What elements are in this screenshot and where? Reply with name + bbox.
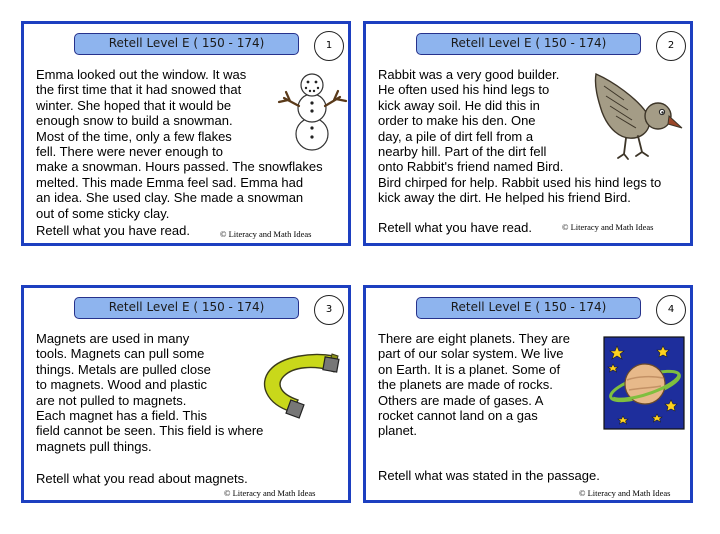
passage-line: Rabbit was a very good builder.	[378, 67, 560, 82]
card-title: Retell Level E ( 150 - 174)	[416, 297, 641, 319]
passage-line: He often used his hind legs to	[378, 82, 550, 98]
card-number: 4	[656, 295, 686, 325]
retell-card-2	[363, 21, 693, 246]
retell-prompt: Retell what you have read.	[378, 220, 532, 235]
passage-line: to magnets. Wood and plastic	[36, 377, 208, 393]
passage-line: Most of the time, only a few flakes	[36, 128, 232, 144]
retell-card-1	[21, 21, 351, 246]
planet-icon	[603, 336, 685, 430]
passage-line: kick away soil. He did this in	[378, 97, 540, 113]
passage-line: onto Rabbit's friend named Bird.	[378, 159, 564, 175]
card-title: Retell Level E ( 150 - 174)	[416, 33, 641, 55]
copyright-credit: © Literacy and Math Ideas	[224, 488, 316, 498]
passage-line: the planets are made of rocks.	[378, 377, 553, 393]
retell-prompt: Retell what you have read.	[36, 223, 190, 238]
card-number: 3	[314, 295, 344, 325]
passage-line: Others are made of gases. A	[378, 392, 544, 408]
retell-card-3	[21, 285, 351, 503]
retell-prompt: Retell what was stated in the passage.	[378, 468, 600, 483]
passage-line: Emma looked out the window. It was	[36, 67, 247, 82]
passage-line: make a snowman. Hours passed. The snowflakes	[36, 159, 323, 175]
copyright-credit: © Literacy and Math Ideas	[220, 229, 312, 239]
snowman-icon	[276, 70, 348, 152]
card-number: 2	[656, 31, 686, 61]
passage-line: tools. Magnets can pull some	[36, 346, 205, 362]
passage-line: nearby hill. Part of the dirt fell	[378, 144, 547, 160]
retell-prompt: Retell what you read about magnets.	[36, 471, 248, 486]
passage-line: enough snow to build a snowman.	[36, 113, 233, 129]
passage-line: There are eight planets. They are	[378, 331, 570, 346]
passage-text	[36, 331, 263, 454]
copyright-credit: © Literacy and Math Ideas	[579, 488, 671, 498]
passage-line: winter. She hoped that it would be	[36, 97, 232, 113]
passage-line: Each magnet has a field. This	[36, 408, 208, 424]
card-number: 1	[314, 31, 344, 61]
passage-line: part of our solar system. We live	[378, 346, 564, 362]
passage-text	[378, 331, 570, 439]
passage-line: on Earth. It is a planet. Some of	[378, 361, 561, 377]
passage-line: rocket cannot land on a gas	[378, 408, 538, 424]
passage-line: melted. This made Emma feel sad. Emma had	[36, 174, 304, 190]
passage-line: out of some sticky clay.	[36, 205, 170, 221]
passage-line: day, a pile of dirt fell from a	[378, 128, 534, 144]
passage-line: the first time that it had snowed that	[36, 82, 242, 98]
passage-line: an idea. She used clay. She made a snowman	[36, 190, 304, 206]
passage-line: planet.	[378, 423, 418, 439]
passage-line: Magnets are used in many	[36, 331, 190, 346]
passage-line: magnets pull things.	[36, 438, 152, 454]
passage-line: are not pulled to magnets.	[36, 392, 187, 408]
passage-line: things. Metals are pulled close	[36, 361, 211, 377]
card-title: Retell Level E ( 150 - 174)	[74, 297, 299, 319]
copyright-credit: © Literacy and Math Ideas	[562, 222, 654, 232]
retell-card-4	[363, 285, 693, 503]
passage-line: Bird chirped for help. Rabbit used his hind legs to	[378, 174, 662, 190]
card-title: Retell Level E ( 150 - 174)	[74, 33, 299, 55]
bird-icon	[584, 66, 684, 162]
magnet-icon	[252, 346, 342, 426]
passage-line: kick away the dirt. He helped his friend Bird.	[378, 190, 631, 206]
passage-line: order to make his den. One	[378, 113, 536, 129]
passage-line: field cannot be seen. This field is where	[36, 423, 264, 439]
passage-line: fell. There were never enough to	[36, 144, 223, 160]
